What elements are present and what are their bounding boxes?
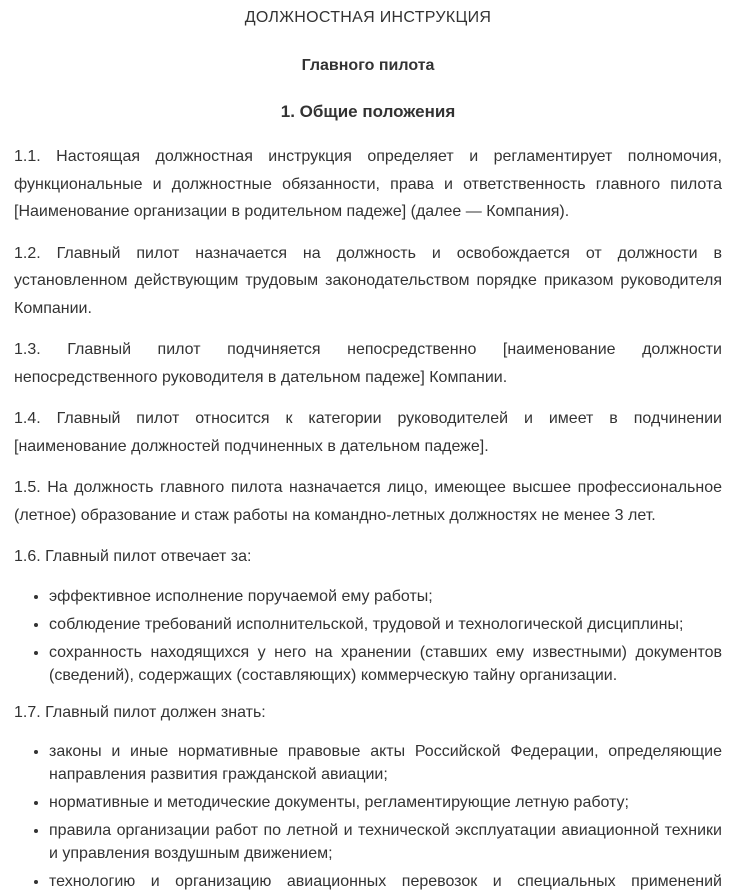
paragraph-1-6: 1.6. Главный пилот отвечает за: [14,548,252,565]
paragraph-1-4: 1.4. Главный пилот относится к категории руководителей и имеет в подчинении [наименование должностей подчиненных в дательном падеже]. [14,410,722,455]
knowledge-list [14,740,722,893]
list-item: • технологию и организацию авиационных перевозок и специальных применений [49,870,722,893]
paragraph-1-1: 1.1. Настоящая должностная инструкция определяет и регламентирует полномочия, функциональные и должностные обязанности, права и ответственность главного пилота [Наименование организации в родительном падеже] (далее — Компания). [14,148,722,220]
list-item: • соблюдение требований исполнительской, трудовой и технологической дисциплины; [49,613,722,636]
list-item: • законы и иные нормативные правовые акты Российской Федерации, определяющие направления развития гражданской авиации; [49,740,722,786]
list-item: • нормативные и методические документы, регламентирующие летную работу; [49,791,722,814]
document-title: ДОЛЖНОСТНАЯ ИНСТРУКЦИЯ [244,9,492,26]
paragraph-1-5: 1.5. На должность главного пилота назначается лицо, имеющее высшее профессиональное (летное) образование и стаж работы на командно-летных должностях не менее 3 лет. [14,479,722,524]
list-item: • эффективное исполнение поручаемой ему работы; [49,585,722,608]
paragraph-1-2: 1.2. Главный пилот назначается на должность и освобождается от должности в установленном действующим трудовым законодательством порядке приказом руководителя Компании. [14,244,722,317]
responsibilities-list [14,585,722,687]
document-subtitle: Главного пилота [301,57,435,74]
paragraph-1-7: 1.7. Главный пилот должен знать: [14,703,266,721]
paragraph-1-3: 1.3. Главный пилот подчиняется непосредственно [наименование должности непосредственного руководителя в дательном падеже] Компании. [14,341,722,386]
list-item: • правила организации работ по летной и технической эксплуатации авиационной техники и управления воздушным движением; [49,819,722,865]
section-heading: 1. Общие положения [280,102,456,121]
list-item: • сохранность находящихся у него на хранении (ставших ему известными) документов (сведений), содержащих (составляющих) коммерческую тайну организации. [49,641,722,687]
